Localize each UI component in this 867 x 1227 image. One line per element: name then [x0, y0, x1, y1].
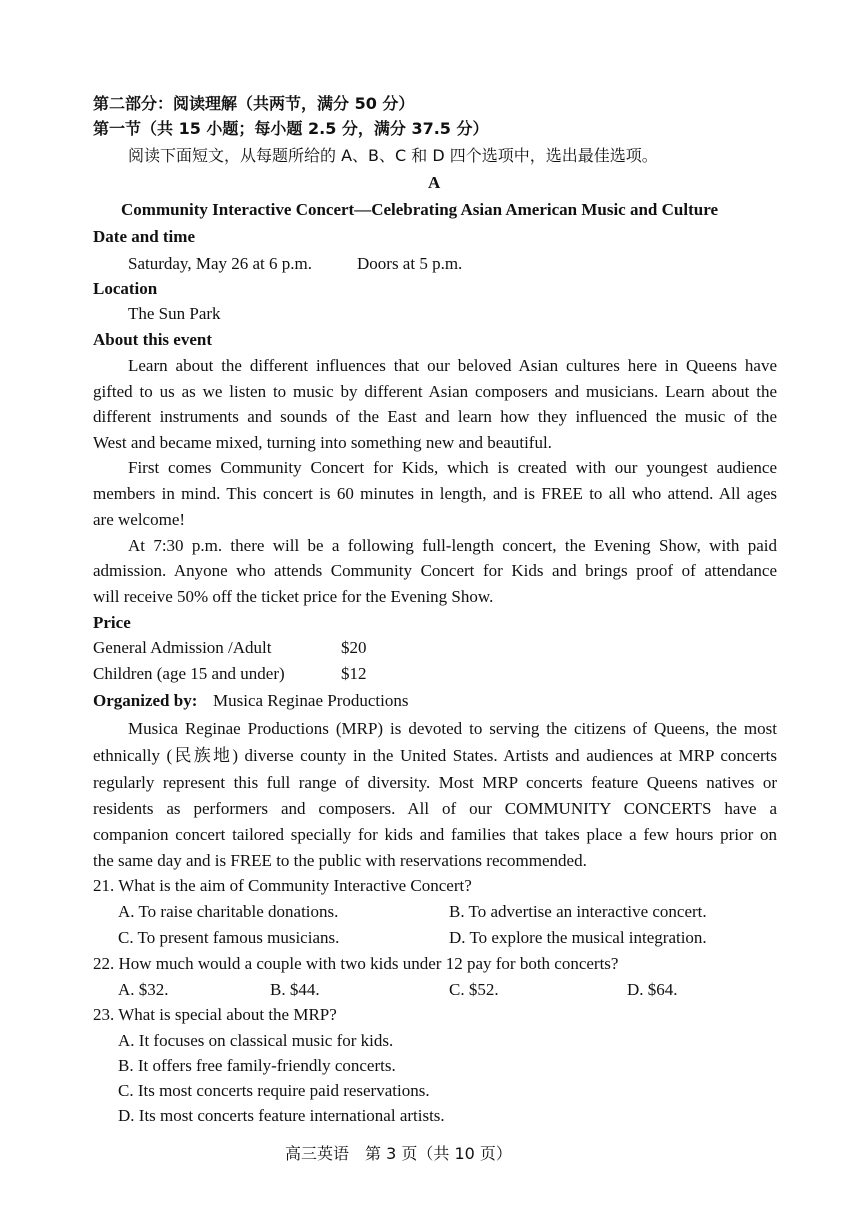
question-option: A. $32. [118, 980, 169, 999]
question-stem: 22. How much would a couple with two kids under 12 pay for both concerts? [93, 954, 619, 973]
price-row-value: $20 [341, 638, 367, 657]
mrp-paragraph-line: the same day and is FREE to the public with reservations recommended. [93, 851, 587, 870]
mrp-paragraph-line: residents as performers and composers. All of our COMMUNITY CONCERTS have a [93, 799, 777, 818]
about-p1-line: Learn about the different influences that our beloved Asian cultures here in Queens have [128, 356, 777, 375]
mrp-paragraph-line: ethnically (民族地) diverse county in the United States. Artists and audiences at MRP concerts [93, 746, 777, 765]
price-row-label: General Admission /Adult [93, 638, 272, 657]
mrp-paragraph-line: regularly represent this full range of diversity. Most MRP concerts feature Queens natives or [93, 773, 777, 792]
about-p1-line: different instruments and sounds of the East and learn how they influenced the music of the [93, 407, 777, 426]
price-row-label: Children (age 15 and under) [93, 664, 285, 683]
mrp-paragraph-line: Musica Reginae Productions (MRP) is devoted to serving the citizens of Queens, the most [128, 719, 777, 738]
part-heading: 第二部分：阅读理解（共两节，满分 50 分） [93, 94, 415, 113]
date-heading: Date and time [93, 227, 195, 246]
question-option: A. To raise charitable donations. [118, 902, 339, 921]
about-p3-line: At 7:30 p.m. there will be a following full-length concert, the Evening Show, with paid [128, 536, 777, 555]
page-footer: 高三英语 第 3 页（共 10 页） [285, 1144, 512, 1163]
doors-value: Doors at 5 p.m. [357, 254, 463, 273]
location-heading: Location [93, 279, 158, 298]
date-value: Saturday, May 26 at 6 p.m. [128, 254, 312, 273]
passage-letter: A [428, 173, 441, 192]
question-option: B. To advertise an interactive concert. [449, 902, 707, 921]
question-stem: 23. What is special about the MRP? [93, 1005, 337, 1024]
section-heading: 第一节（共 15 小题；每小题 2.5 分，满分 37.5 分） [93, 119, 489, 138]
mrp-paragraph-line: companion concert tailored specially for kids and families that takes place a few hours prior on [93, 825, 777, 844]
question-option: A. It focuses on classical music for kids. [118, 1031, 394, 1050]
about-p3-line: admission. Anyone who attends Community Concert for Kids and brings proof of attendance [93, 561, 777, 580]
about-heading: About this event [93, 330, 213, 349]
question-option: B. $44. [270, 980, 320, 999]
question-option: B. It offers free family-friendly concerts. [118, 1056, 396, 1075]
passage-title: Community Interactive Concert—Celebrating Asian American Music and Culture [121, 200, 718, 219]
about-p1-line: West and became mixed, turning into something new and beautiful. [93, 433, 552, 452]
price-heading: Price [93, 613, 131, 632]
about-p2-line: First comes Community Concert for Kids, which is created with our youngest audience [128, 458, 777, 477]
about-p3-line: will receive 50% off the ticket price for the Evening Show. [93, 587, 494, 606]
price-row-value: $12 [341, 664, 367, 683]
organized-label: Organized by: [93, 691, 198, 710]
question-option: C. Its most concerts require paid reservations. [118, 1081, 430, 1100]
location-value: The Sun Park [128, 304, 221, 323]
question-option: C. To present famous musicians. [118, 928, 340, 947]
question-stem: 21. What is the aim of Community Interactive Concert? [93, 876, 472, 895]
question-option: D. $64. [627, 980, 678, 999]
instruction-text: 阅读下面短文，从每题所给的 A、B、C 和 D 四个选项中，选出最佳选项。 [128, 146, 658, 165]
question-option: D. To explore the musical integration. [449, 928, 707, 947]
about-p1-line: gifted to us as we listen to music by different Asian composers and musicians. Learn about the [93, 382, 777, 401]
organized-value: Musica Reginae Productions [213, 691, 409, 710]
question-option: C. $52. [449, 980, 499, 999]
question-option: D. Its most concerts feature international artists. [118, 1106, 445, 1125]
about-p2-line: members in mind. This concert is 60 minutes in length, and is FREE to all who attend. All ages [93, 484, 777, 503]
about-p2-line: are welcome! [93, 510, 186, 529]
